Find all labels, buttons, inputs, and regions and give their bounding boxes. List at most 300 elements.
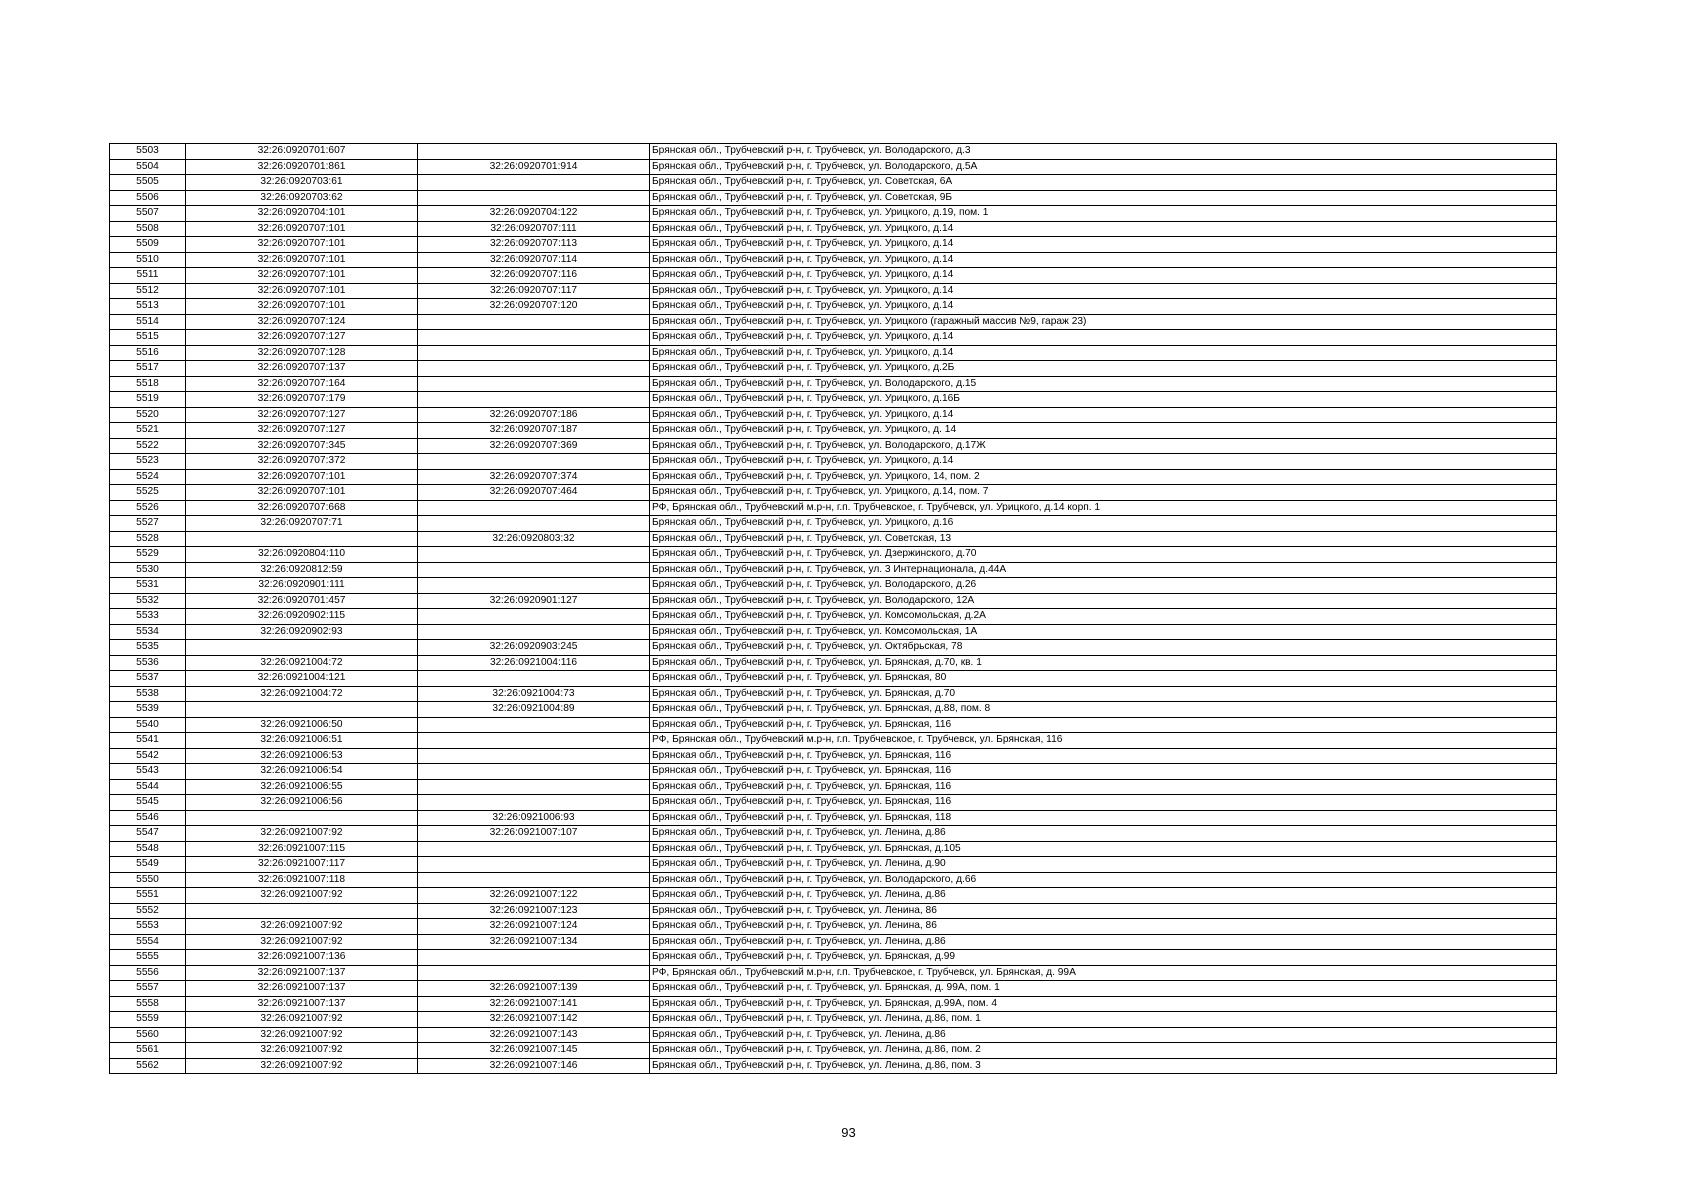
- cadastral-number-cell: 32:26:0920704:101: [186, 206, 418, 222]
- related-cadastral-number-cell: [418, 671, 650, 687]
- address-cell: РФ, Брянская обл., Трубчевский м.р-н, г.п. Трубчевское, г. Трубчевск, ул. Брянская, д. 99А: [650, 965, 1557, 981]
- cadastral-number-cell: 32:26:0921007:137: [186, 965, 418, 981]
- row-number-cell: 5515: [110, 330, 186, 346]
- address-cell: Брянская обл., Трубчевский р-н, г. Трубчевск, ул. Урицкого, 14, пом. 2: [650, 469, 1557, 485]
- cadastral-number-cell: 32:26:0920703:62: [186, 190, 418, 206]
- row-number-cell: 5514: [110, 314, 186, 330]
- related-cadastral-number-cell: [418, 779, 650, 795]
- row-number-cell: 5543: [110, 764, 186, 780]
- related-cadastral-number-cell: 32:26:0921004:89: [418, 702, 650, 718]
- cadastral-number-cell: 32:26:0920707:128: [186, 345, 418, 361]
- table-row: [110, 547, 1557, 563]
- address-cell: Брянская обл., Трубчевский р-н, г. Трубчевск, ул. Ленина, д.86, пом. 2: [650, 1043, 1557, 1059]
- cadastral-number-cell: 32:26:0920707:124: [186, 314, 418, 330]
- related-cadastral-number-cell: 32:26:0920701:914: [418, 159, 650, 175]
- related-cadastral-number-cell: [418, 562, 650, 578]
- related-cadastral-number-cell: 32:26:0921007:141: [418, 996, 650, 1012]
- address-cell: Брянская обл., Трубчевский р-н, г. Трубчевск, ул. Урицкого, д.14: [650, 283, 1557, 299]
- table-row: [110, 717, 1557, 733]
- related-cadastral-number-cell: [418, 190, 650, 206]
- address-cell: Брянская обл., Трубчевский р-н, г. Трубчевск, ул. Урицкого, д.14: [650, 299, 1557, 315]
- address-cell: Брянская обл., Трубчевский р-н, г. Трубчевск, ул. Володарского, д.17Ж: [650, 438, 1557, 454]
- cadastral-number-cell: 32:26:0921007:117: [186, 857, 418, 873]
- row-number-cell: 5532: [110, 593, 186, 609]
- table-row: [110, 330, 1557, 346]
- cadastral-number-cell: 32:26:0921007:92: [186, 934, 418, 950]
- related-cadastral-number-cell: [418, 330, 650, 346]
- cadastral-number-cell: 32:26:0921007:92: [186, 1043, 418, 1059]
- related-cadastral-number-cell: [418, 314, 650, 330]
- row-number-cell: 5523: [110, 454, 186, 470]
- related-cadastral-number-cell: [418, 872, 650, 888]
- address-cell: Брянская обл., Трубчевский р-н, г. Трубчевск, ул. Урицкого, д.14: [650, 237, 1557, 253]
- cadastral-number-cell: [186, 810, 418, 826]
- cadastral-number-cell: 32:26:0921006:56: [186, 795, 418, 811]
- cadastral-number-cell: 32:26:0920701:457: [186, 593, 418, 609]
- cadastral-number-cell: 32:26:0920812:59: [186, 562, 418, 578]
- table-row: [110, 144, 1557, 160]
- row-number-cell: 5554: [110, 934, 186, 950]
- address-cell: Брянская обл., Трубчевский р-н, г. Трубчевск, ул. Ленина, д.86, пом. 1: [650, 1012, 1557, 1028]
- related-cadastral-number-cell: [418, 345, 650, 361]
- row-number-cell: 5560: [110, 1027, 186, 1043]
- cadastral-number-cell: 32:26:0920701:607: [186, 144, 418, 160]
- row-number-cell: 5541: [110, 733, 186, 749]
- row-number-cell: 5529: [110, 547, 186, 563]
- related-cadastral-number-cell: 32:26:0920707:113: [418, 237, 650, 253]
- address-cell: Брянская обл., Трубчевский р-н, г. Трубчевск, ул. Ленина, д.86: [650, 826, 1557, 842]
- address-cell: Брянская обл., Трубчевский р-н, г. Трубчевск, ул. Комсомольская, 1А: [650, 624, 1557, 640]
- cadastral-number-cell: 32:26:0921006:53: [186, 748, 418, 764]
- address-cell: Брянская обл., Трубчевский р-н, г. Трубчевск, ул. Урицкого, д. 14: [650, 423, 1557, 439]
- cadastral-number-cell: 32:26:0920804:110: [186, 547, 418, 563]
- related-cadastral-number-cell: [418, 841, 650, 857]
- cadastral-number-cell: 32:26:0921007:92: [186, 919, 418, 935]
- related-cadastral-number-cell: 32:26:0920704:122: [418, 206, 650, 222]
- address-cell: Брянская обл., Трубчевский р-н, г. Трубчевск, ул. Володарского, д.66: [650, 872, 1557, 888]
- cadastral-number-cell: 32:26:0921007:92: [186, 1058, 418, 1074]
- address-cell: Брянская обл., Трубчевский р-н, г. Трубчевск, ул. Ленина, д.90: [650, 857, 1557, 873]
- table-row: [110, 950, 1557, 966]
- related-cadastral-number-cell: 32:26:0920707:186: [418, 407, 650, 423]
- property-registry-table: [109, 143, 1557, 1074]
- row-number-cell: 5558: [110, 996, 186, 1012]
- related-cadastral-number-cell: [418, 857, 650, 873]
- table-row: [110, 438, 1557, 454]
- address-cell: Брянская обл., Трубчевский р-н, г. Трубчевск, ул. Урицкого, д.14, пом. 7: [650, 485, 1557, 501]
- row-number-cell: 5540: [110, 717, 186, 733]
- table-row: [110, 733, 1557, 749]
- table-row: [110, 795, 1557, 811]
- address-cell: Брянская обл., Трубчевский р-н, г. Трубчевск, ул. Урицкого, д.14: [650, 407, 1557, 423]
- row-number-cell: 5561: [110, 1043, 186, 1059]
- table-row: [110, 407, 1557, 423]
- related-cadastral-number-cell: 32:26:0920707:464: [418, 485, 650, 501]
- related-cadastral-number-cell: [418, 733, 650, 749]
- address-cell: Брянская обл., Трубчевский р-н, г. Трубчевск, ул. Ленина, д.86: [650, 1027, 1557, 1043]
- registry-table-body: [110, 144, 1557, 1074]
- address-cell: Брянская обл., Трубчевский р-н, г. Трубчевск, ул. Брянская, 118: [650, 810, 1557, 826]
- table-row: [110, 206, 1557, 222]
- table-row: [110, 485, 1557, 501]
- related-cadastral-number-cell: 32:26:0921007:146: [418, 1058, 650, 1074]
- table-row: [110, 423, 1557, 439]
- cadastral-number-cell: 32:26:0920707:668: [186, 500, 418, 516]
- address-cell: Брянская обл., Трубчевский р-н, г. Трубчевск, ул. Урицкого, д.14: [650, 221, 1557, 237]
- row-number-cell: 5562: [110, 1058, 186, 1074]
- address-cell: Брянская обл., Трубчевский р-н, г. Трубчевск, ул. Брянская, 116: [650, 764, 1557, 780]
- row-number-cell: 5518: [110, 376, 186, 392]
- cadastral-number-cell: 32:26:0921007:115: [186, 841, 418, 857]
- related-cadastral-number-cell: 32:26:0920707:374: [418, 469, 650, 485]
- cadastral-number-cell: [186, 903, 418, 919]
- row-number-cell: 5504: [110, 159, 186, 175]
- row-number-cell: 5552: [110, 903, 186, 919]
- row-number-cell: 5531: [110, 578, 186, 594]
- row-number-cell: 5510: [110, 252, 186, 268]
- table-row: [110, 454, 1557, 470]
- row-number-cell: 5527: [110, 516, 186, 532]
- address-cell: Брянская обл., Трубчевский р-н, г. Трубчевск, ул. Брянская, д.105: [650, 841, 1557, 857]
- address-cell: Брянская обл., Трубчевский р-н, г. Трубчевск, ул. Ленина, д.86: [650, 934, 1557, 950]
- related-cadastral-number-cell: [418, 361, 650, 377]
- row-number-cell: 5512: [110, 283, 186, 299]
- table-row: [110, 888, 1557, 904]
- cadastral-number-cell: 32:26:0920707:164: [186, 376, 418, 392]
- address-cell: РФ, Брянская обл., Трубчевский м.р-н, г.п. Трубчевское, г. Трубчевск, ул. Брянская, 116: [650, 733, 1557, 749]
- row-number-cell: 5550: [110, 872, 186, 888]
- address-cell: Брянская обл., Трубчевский р-н, г. Трубчевск, ул. Ленина, д.86: [650, 888, 1557, 904]
- table-row: [110, 671, 1557, 687]
- address-cell: Брянская обл., Трубчевский р-н, г. Трубчевск, ул. Октябрьская, 78: [650, 640, 1557, 656]
- cadastral-number-cell: 32:26:0920707:101: [186, 221, 418, 237]
- address-cell: Брянская обл., Трубчевский р-н, г. Трубчевск, ул. Урицкого, д.14: [650, 345, 1557, 361]
- table-row: [110, 841, 1557, 857]
- address-cell: Брянская обл., Трубчевский р-н, г. Трубчевск, ул. Брянская, д.88, пом. 8: [650, 702, 1557, 718]
- row-number-cell: 5559: [110, 1012, 186, 1028]
- related-cadastral-number-cell: [418, 717, 650, 733]
- related-cadastral-number-cell: 32:26:0921007:143: [418, 1027, 650, 1043]
- related-cadastral-number-cell: [418, 500, 650, 516]
- table-row: [110, 469, 1557, 485]
- cadastral-number-cell: 32:26:0920707:101: [186, 268, 418, 284]
- row-number-cell: 5548: [110, 841, 186, 857]
- cadastral-number-cell: 32:26:0920701:861: [186, 159, 418, 175]
- cadastral-number-cell: 32:26:0921006:50: [186, 717, 418, 733]
- table-row: [110, 640, 1557, 656]
- table-row: [110, 1012, 1557, 1028]
- related-cadastral-number-cell: 32:26:0920707:117: [418, 283, 650, 299]
- related-cadastral-number-cell: [418, 144, 650, 160]
- related-cadastral-number-cell: 32:26:0921004:73: [418, 686, 650, 702]
- table-row: [110, 748, 1557, 764]
- table-row: [110, 779, 1557, 795]
- row-number-cell: 5517: [110, 361, 186, 377]
- related-cadastral-number-cell: 32:26:0921007:139: [418, 981, 650, 997]
- address-cell: Брянская обл., Трубчевский р-н, г. Трубчевск, ул. Урицкого, д.14: [650, 330, 1557, 346]
- related-cadastral-number-cell: [418, 764, 650, 780]
- cadastral-number-cell: 32:26:0920707:101: [186, 299, 418, 315]
- row-number-cell: 5526: [110, 500, 186, 516]
- row-number-cell: 5556: [110, 965, 186, 981]
- table-row: [110, 702, 1557, 718]
- cadastral-number-cell: 32:26:0920707:179: [186, 392, 418, 408]
- related-cadastral-number-cell: [418, 950, 650, 966]
- cadastral-number-cell: 32:26:0920707:101: [186, 469, 418, 485]
- address-cell: Брянская обл., Трубчевский р-н, г. Трубчевск, ул. Урицкого, д.19, пом. 1: [650, 206, 1557, 222]
- related-cadastral-number-cell: 32:26:0920803:32: [418, 531, 650, 547]
- cadastral-number-cell: 32:26:0920707:127: [186, 330, 418, 346]
- row-number-cell: 5544: [110, 779, 186, 795]
- table-row: [110, 268, 1557, 284]
- address-cell: Брянская обл., Трубчевский р-н, г. Трубчевск, ул. Советская, 6А: [650, 175, 1557, 191]
- row-number-cell: 5506: [110, 190, 186, 206]
- address-cell: Брянская обл., Трубчевский р-н, г. Трубчевск, ул. Ленина, д.86, пом. 3: [650, 1058, 1557, 1074]
- table-row: [110, 1058, 1557, 1074]
- page-number: 93: [841, 1125, 856, 1140]
- related-cadastral-number-cell: [418, 547, 650, 563]
- table-row: [110, 376, 1557, 392]
- row-number-cell: 5547: [110, 826, 186, 842]
- related-cadastral-number-cell: 32:26:0921007:124: [418, 919, 650, 935]
- row-number-cell: 5537: [110, 671, 186, 687]
- address-cell: Брянская обл., Трубчевский р-н, г. Трубчевск, ул. Дзержинского, д.70: [650, 547, 1557, 563]
- row-number-cell: 5557: [110, 981, 186, 997]
- row-number-cell: 5503: [110, 144, 186, 160]
- cadastral-number-cell: [186, 531, 418, 547]
- cadastral-number-cell: 32:26:0921004:121: [186, 671, 418, 687]
- cadastral-number-cell: 32:26:0920707:71: [186, 516, 418, 532]
- table-row: [110, 903, 1557, 919]
- row-number-cell: 5521: [110, 423, 186, 439]
- row-number-cell: 5528: [110, 531, 186, 547]
- cadastral-number-cell: 32:26:0920707:101: [186, 252, 418, 268]
- address-cell: Брянская обл., Трубчевский р-н, г. Трубчевск, ул. Ленина, 86: [650, 919, 1557, 935]
- table-row: [110, 516, 1557, 532]
- table-row: [110, 500, 1557, 516]
- row-number-cell: 5525: [110, 485, 186, 501]
- address-cell: Брянская обл., Трубчевский р-н, г. Трубчевск, ул. Советская, 13: [650, 531, 1557, 547]
- row-number-cell: 5546: [110, 810, 186, 826]
- row-number-cell: 5545: [110, 795, 186, 811]
- table-row: [110, 609, 1557, 625]
- cadastral-number-cell: 32:26:0920707:101: [186, 283, 418, 299]
- related-cadastral-number-cell: [418, 175, 650, 191]
- cadastral-number-cell: 32:26:0920707:101: [186, 485, 418, 501]
- cadastral-number-cell: 32:26:0921006:55: [186, 779, 418, 795]
- address-cell: Брянская обл., Трубчевский р-н, г. Трубчевск, ул. Володарского, 12А: [650, 593, 1557, 609]
- cadastral-number-cell: 32:26:0920707:137: [186, 361, 418, 377]
- cadastral-number-cell: 32:26:0921007:92: [186, 826, 418, 842]
- row-number-cell: 5551: [110, 888, 186, 904]
- cadastral-number-cell: 32:26:0921004:72: [186, 686, 418, 702]
- cadastral-number-cell: 32:26:0920902:93: [186, 624, 418, 640]
- cadastral-number-cell: 32:26:0920707:345: [186, 438, 418, 454]
- address-cell: Брянская обл., Трубчевский р-н, г. Трубчевск, ул. Володарского, д.5А: [650, 159, 1557, 175]
- cadastral-number-cell: 32:26:0921006:51: [186, 733, 418, 749]
- row-number-cell: 5516: [110, 345, 186, 361]
- row-number-cell: 5509: [110, 237, 186, 253]
- table-row: [110, 175, 1557, 191]
- related-cadastral-number-cell: 32:26:0921007:122: [418, 888, 650, 904]
- address-cell: Брянская обл., Трубчевский р-н, г. Трубчевск, ул. Урицкого, д.16: [650, 516, 1557, 532]
- related-cadastral-number-cell: 32:26:0921004:116: [418, 655, 650, 671]
- table-row: [110, 190, 1557, 206]
- related-cadastral-number-cell: 32:26:0921007:142: [418, 1012, 650, 1028]
- related-cadastral-number-cell: 32:26:0921007:134: [418, 934, 650, 950]
- cadastral-number-cell: 32:26:0921007:136: [186, 950, 418, 966]
- row-number-cell: 5524: [110, 469, 186, 485]
- related-cadastral-number-cell: 32:26:0920707:114: [418, 252, 650, 268]
- table-row: [110, 252, 1557, 268]
- row-number-cell: 5507: [110, 206, 186, 222]
- row-number-cell: 5505: [110, 175, 186, 191]
- related-cadastral-number-cell: [418, 392, 650, 408]
- cadastral-number-cell: 32:26:0921007:137: [186, 981, 418, 997]
- cadastral-number-cell: 32:26:0920902:115: [186, 609, 418, 625]
- cadastral-number-cell: 32:26:0921007:92: [186, 1012, 418, 1028]
- row-number-cell: 5511: [110, 268, 186, 284]
- related-cadastral-number-cell: 32:26:0921007:145: [418, 1043, 650, 1059]
- table-row: [110, 361, 1557, 377]
- table-row: [110, 283, 1557, 299]
- related-cadastral-number-cell: 32:26:0920707:120: [418, 299, 650, 315]
- related-cadastral-number-cell: 32:26:0921007:107: [418, 826, 650, 842]
- cadastral-number-cell: 32:26:0921007:137: [186, 996, 418, 1012]
- cadastral-number-cell: 32:26:0920901:111: [186, 578, 418, 594]
- cadastral-number-cell: 32:26:0921004:72: [186, 655, 418, 671]
- related-cadastral-number-cell: [418, 578, 650, 594]
- table-row: [110, 593, 1557, 609]
- table-row: [110, 764, 1557, 780]
- table-row: [110, 686, 1557, 702]
- related-cadastral-number-cell: 32:26:0920707:187: [418, 423, 650, 439]
- address-cell: Брянская обл., Трубчевский р-н, г. Трубчевск, ул. Володарского, д.3: [650, 144, 1557, 160]
- related-cadastral-number-cell: 32:26:0920707:369: [418, 438, 650, 454]
- address-cell: Брянская обл., Трубчевский р-н, г. Трубчевск, ул. Урицкого (гаражный массив №9, гараж 23): [650, 314, 1557, 330]
- address-cell: Брянская обл., Трубчевский р-н, г. Трубчевск, ул. Брянская, 116: [650, 779, 1557, 795]
- cadastral-number-cell: 32:26:0920703:61: [186, 175, 418, 191]
- related-cadastral-number-cell: [418, 965, 650, 981]
- address-cell: Брянская обл., Трубчевский р-н, г. Трубчевск, ул. Брянская, д.99А, пом. 4: [650, 996, 1557, 1012]
- table-row: [110, 159, 1557, 175]
- address-cell: Брянская обл., Трубчевский р-н, г. Трубчевск, ул. Брянская, 116: [650, 748, 1557, 764]
- table-row: [110, 857, 1557, 873]
- address-cell: Брянская обл., Трубчевский р-н, г. Трубчевск, ул. Брянская, д.70, кв. 1: [650, 655, 1557, 671]
- address-cell: Брянская обл., Трубчевский р-н, г. Трубчевск, ул. Брянская, 80: [650, 671, 1557, 687]
- row-number-cell: 5513: [110, 299, 186, 315]
- related-cadastral-number-cell: [418, 376, 650, 392]
- table-row: [110, 624, 1557, 640]
- row-number-cell: 5530: [110, 562, 186, 578]
- cadastral-number-cell: 32:26:0920707:101: [186, 237, 418, 253]
- table-row: [110, 299, 1557, 315]
- table-row: [110, 531, 1557, 547]
- table-row: [110, 996, 1557, 1012]
- address-cell: РФ, Брянская обл., Трубчевский м.р-н, г.п. Трубчевское, г. Трубчевск, ул. Урицкого, д.14 корп. 1: [650, 500, 1557, 516]
- row-number-cell: 5549: [110, 857, 186, 873]
- related-cadastral-number-cell: [418, 454, 650, 470]
- cadastral-number-cell: 32:26:0921007:92: [186, 888, 418, 904]
- address-cell: Брянская обл., Трубчевский р-н, г. Трубчевск, ул. Урицкого, д.14: [650, 268, 1557, 284]
- cadastral-number-cell: [186, 702, 418, 718]
- table-row: [110, 345, 1557, 361]
- address-cell: Брянская обл., Трубчевский р-н, г. Трубчевск, ул. Ленина, 86: [650, 903, 1557, 919]
- address-cell: Брянская обл., Трубчевский р-н, г. Трубчевск, ул. Брянская, 116: [650, 795, 1557, 811]
- row-number-cell: 5555: [110, 950, 186, 966]
- row-number-cell: 5536: [110, 655, 186, 671]
- address-cell: Брянская обл., Трубчевский р-н, г. Трубчевск, ул. Советская, 9Б: [650, 190, 1557, 206]
- address-cell: Брянская обл., Трубчевский р-н, г. Трубчевск, ул. Комсомольская, д.2А: [650, 609, 1557, 625]
- cadastral-number-cell: 32:26:0921007:118: [186, 872, 418, 888]
- related-cadastral-number-cell: 32:26:0920903:245: [418, 640, 650, 656]
- related-cadastral-number-cell: 32:26:0920901:127: [418, 593, 650, 609]
- row-number-cell: 5535: [110, 640, 186, 656]
- related-cadastral-number-cell: 32:26:0920707:116: [418, 268, 650, 284]
- cadastral-number-cell: 32:26:0920707:372: [186, 454, 418, 470]
- table-row: [110, 1027, 1557, 1043]
- related-cadastral-number-cell: [418, 795, 650, 811]
- cadastral-number-cell: 32:26:0921006:54: [186, 764, 418, 780]
- row-number-cell: 5508: [110, 221, 186, 237]
- row-number-cell: 5553: [110, 919, 186, 935]
- table-row: [110, 872, 1557, 888]
- address-cell: Брянская обл., Трубчевский р-н, г. Трубчевск, ул. Урицкого, д.14: [650, 252, 1557, 268]
- address-cell: Брянская обл., Трубчевский р-н, г. Трубчевск, ул. Брянская, 116: [650, 717, 1557, 733]
- table-row: [110, 562, 1557, 578]
- related-cadastral-number-cell: 32:26:0921006:93: [418, 810, 650, 826]
- table-row: [110, 826, 1557, 842]
- table-row: [110, 810, 1557, 826]
- row-number-cell: 5519: [110, 392, 186, 408]
- row-number-cell: 5534: [110, 624, 186, 640]
- address-cell: Брянская обл., Трубчевский р-н, г. Трубчевск, ул. Брянская, д.99: [650, 950, 1557, 966]
- related-cadastral-number-cell: 32:26:0921007:123: [418, 903, 650, 919]
- cadastral-number-cell: 32:26:0921007:92: [186, 1027, 418, 1043]
- table-row: [110, 221, 1557, 237]
- address-cell: Брянская обл., Трубчевский р-н, г. Трубчевск, ул. Урицкого, д.16Б: [650, 392, 1557, 408]
- address-cell: Брянская обл., Трубчевский р-н, г. Трубчевск, ул. 3 Интернационала, д.44А: [650, 562, 1557, 578]
- address-cell: Брянская обл., Трубчевский р-н, г. Трубчевск, ул. Брянская, д.70: [650, 686, 1557, 702]
- address-cell: Брянская обл., Трубчевский р-н, г. Трубчевск, ул. Брянская, д. 99А, пом. 1: [650, 981, 1557, 997]
- address-cell: Брянская обл., Трубчевский р-н, г. Трубчевск, ул. Урицкого, д.2Б: [650, 361, 1557, 377]
- cadastral-number-cell: [186, 640, 418, 656]
- related-cadastral-number-cell: [418, 609, 650, 625]
- cadastral-number-cell: 32:26:0920707:127: [186, 423, 418, 439]
- table-row: [110, 655, 1557, 671]
- row-number-cell: 5542: [110, 748, 186, 764]
- table-row: [110, 934, 1557, 950]
- table-row: [110, 981, 1557, 997]
- related-cadastral-number-cell: [418, 748, 650, 764]
- table-row: [110, 578, 1557, 594]
- row-number-cell: 5538: [110, 686, 186, 702]
- table-row: [110, 392, 1557, 408]
- row-number-cell: 5522: [110, 438, 186, 454]
- row-number-cell: 5539: [110, 702, 186, 718]
- cadastral-number-cell: 32:26:0920707:127: [186, 407, 418, 423]
- related-cadastral-number-cell: 32:26:0920707:111: [418, 221, 650, 237]
- address-cell: Брянская обл., Трубчевский р-н, г. Трубчевск, ул. Володарского, д.26: [650, 578, 1557, 594]
- row-number-cell: 5520: [110, 407, 186, 423]
- table-row: [110, 965, 1557, 981]
- table-row: [110, 1043, 1557, 1059]
- table-row: [110, 919, 1557, 935]
- related-cadastral-number-cell: [418, 516, 650, 532]
- related-cadastral-number-cell: [418, 624, 650, 640]
- table-row: [110, 237, 1557, 253]
- address-cell: Брянская обл., Трубчевский р-н, г. Трубчевск, ул. Урицкого, д.14: [650, 454, 1557, 470]
